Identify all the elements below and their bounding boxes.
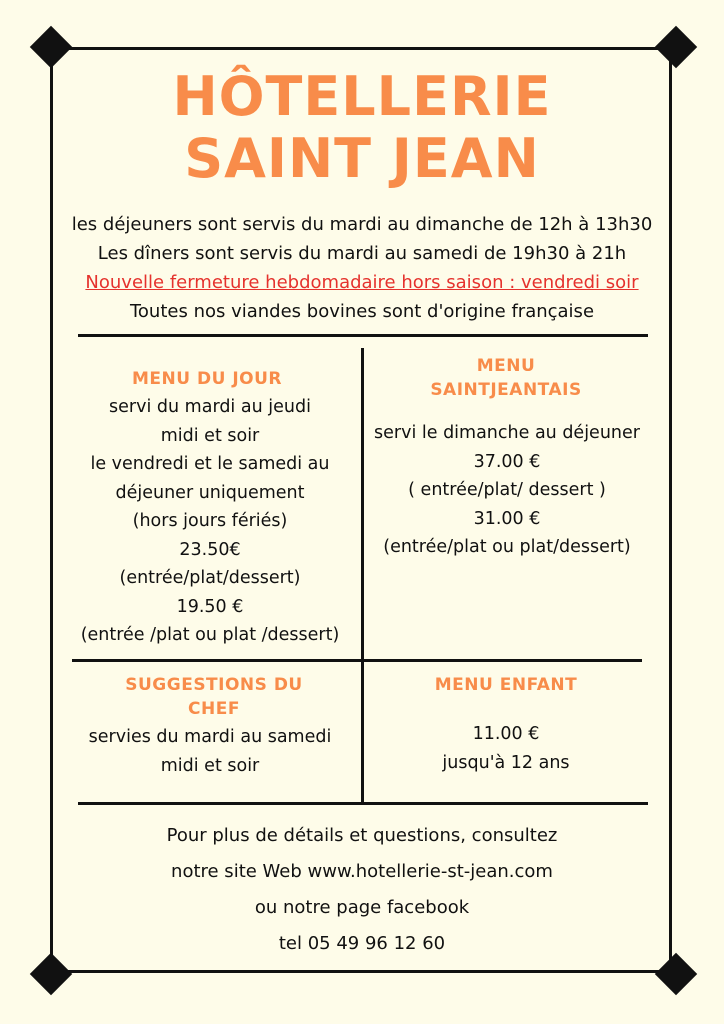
divider-middle bbox=[72, 659, 642, 662]
menu-saintjeantais-line: servi le dimanche au déjeuner bbox=[374, 423, 640, 443]
menu-du-jour-line: servi du mardi au jeudi bbox=[109, 397, 311, 417]
beef-origin-note: Toutes nos viandes bovines sont d'origine française bbox=[129, 301, 595, 322]
menu-du-jour-line: (hors jours fériés) bbox=[132, 511, 288, 531]
title-line-2: SAINT JEAN bbox=[184, 127, 540, 190]
menu-du-jour-price: 19.50 € bbox=[176, 596, 244, 617]
title-line-1: HÔTELLERIE bbox=[172, 65, 552, 128]
menu-enfant-title: MENU ENFANT bbox=[434, 675, 578, 695]
website-link[interactable]: notre site Web www.hotellerie-st-jean.com bbox=[171, 861, 553, 882]
phone-number[interactable]: tel 05 49 96 12 60 bbox=[278, 933, 446, 954]
suggestions-title: SUGGESTIONS DU CHEF bbox=[125, 675, 303, 719]
menu-du-jour-price: 23.50€ bbox=[179, 539, 241, 560]
menu-saintjeantais-price: 37.00 € bbox=[473, 451, 541, 472]
divider-top bbox=[78, 334, 648, 337]
closing-notice-link[interactable]: Nouvelle fermeture hebdomadaire hors saison : vendredi soir bbox=[85, 272, 639, 293]
footer-line: Pour plus de détails et questions, consultez bbox=[166, 825, 558, 846]
menu-du-jour-line: déjeuner uniquement bbox=[115, 482, 305, 503]
menu-enfant-price: 11.00 € bbox=[472, 724, 540, 744]
menu-du-jour-line: (entrée/plat/dessert) bbox=[119, 568, 301, 588]
footer-contact bbox=[0, 818, 724, 962]
divider-bottom bbox=[78, 802, 648, 805]
lunch-hours: les déjeuners sont servis du mardi au dimanche de 12h à 13h30 bbox=[71, 214, 653, 235]
menu-du-jour-title: MENU DU JOUR bbox=[132, 369, 282, 389]
suggestions-details bbox=[60, 723, 360, 780]
menu-saintjeantais-line: ( entrée/plat/ dessert ) bbox=[408, 480, 606, 500]
dinner-hours: Les dîners sont servis du mardi au samedi de 19h30 à 21h bbox=[97, 243, 627, 264]
facebook-link[interactable]: ou notre page facebook bbox=[254, 897, 470, 918]
menu-saintjeantais-title: MENU SAINTJEANTAIS bbox=[430, 356, 582, 400]
page-title bbox=[0, 66, 724, 190]
menu-saintjeantais-details bbox=[362, 419, 652, 562]
menu-enfant-details bbox=[366, 720, 646, 777]
menu-du-jour-line: le vendredi et le samedi au bbox=[90, 454, 330, 474]
menu-saintjeantais-price: 31.00 € bbox=[473, 508, 541, 529]
menu-saintjeantais-line: (entrée/plat ou plat/dessert) bbox=[383, 537, 631, 557]
suggestions-line: midi et soir bbox=[160, 755, 260, 776]
menu-du-jour-details bbox=[52, 393, 368, 650]
suggestions-line: servies du mardi au samedi bbox=[88, 727, 332, 747]
intro-block bbox=[0, 210, 724, 326]
menu-enfant-line: jusqu'à 12 ans bbox=[442, 752, 570, 773]
menu-du-jour-line: midi et soir bbox=[160, 425, 260, 446]
menu-du-jour-line: (entrée /plat ou plat /dessert) bbox=[80, 625, 340, 645]
